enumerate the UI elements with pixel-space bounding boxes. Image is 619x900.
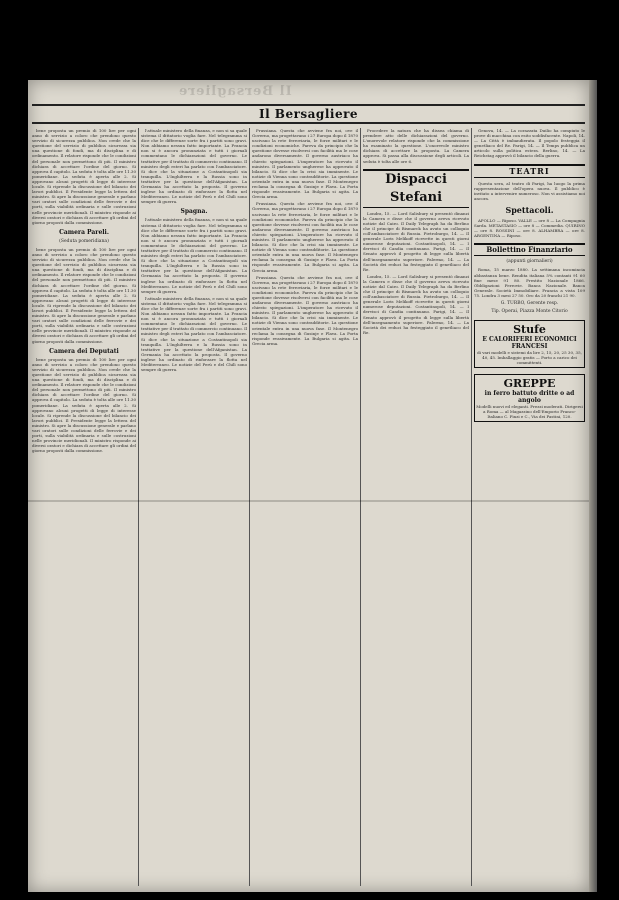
column-1-heading-3: Camera dei Deputati <box>49 347 119 355</box>
column-1-text: bene proposta un premio di 100 lire per ogni anno di servizio a coloro che prendono questo servizio di sicurezza pubblica. Non crede che la questione del servizio di pubblica sicurezza sia una questione di fondi, ma di disciplina e di ordinamento. Il relatore risponde che le condizioni del personale non permettono di più. Il ministro dichiara di accettare l'ordine del giorno. Si approva il capitolo. La seduta è tolta alle ore 11.30 pomeridiane. La seduta è aperta alle 2. Si approvano alcuni progetti di legge di interesse locale. Si riprende la discussione del bilancio dei lavori pubblici. Il Presidente legge la lettera del ministro. Si apre la discussione generale e parlano vari oratori sulle condizioni delle ferrovie e dei porti, sulla viabilità ordinaria e sulle costruzioni nelle provincie meridionali. Il ministro risponde ai diversi oratori e dichiara di accettare gli ordini del giorno proposti dalla commissione. <box>32 128 136 225</box>
column-rule <box>138 128 139 886</box>
stufe-subtitle: E CALORIFERI ECONOMICI <box>482 336 577 344</box>
stufe-title: Stufe <box>513 323 546 337</box>
masthead-title: Il Bersagliere <box>258 107 359 121</box>
column-rule <box>249 128 250 886</box>
newspaper-sheet <box>28 80 589 892</box>
column-2-heading: Spagna. <box>180 208 208 216</box>
column-1 <box>32 128 136 886</box>
greppe-advertisement <box>474 374 585 422</box>
gerente-signature: G. TURBO, Gerente resp. <box>500 300 559 306</box>
masthead <box>32 104 585 124</box>
spettacoli-heading: Spettacoli. <box>505 204 554 215</box>
column-4-text-bottom: Londra, 15. — Lord Salisbury si presentò dinanzi la Camera e disse che il governo aveva ricevuto notizie dal Cairo. Il Daily Telegraph ha da Berlino che il principe di Bismarck ha avuto un colloquio coll'ambasciatore di Russia. Pietroburgo, 14. — Il generale Loris Melikoff ricevette in questi giorni numerose deputazioni. Costantinopoli, 14. — I dervisci di Candia continuano. Parigi, 14. — Il Senato approvò il progetto di legge sulla libertà dell'insegnamento superiore. Palermo, 14. — La Società dei reduci ha festeggiato il genetliaco del Re. <box>363 210 469 272</box>
column-rule <box>471 128 472 886</box>
column-3-text-tail: Prussiana. Questa che avviene fra noi, ove il Governo, ma progettavano i 27 Europa dopo il 1870 uscivano la rete ferroviaria, le forze militari e le condizioni economiche. Pareva da principio che la questione dovesse risolversi con facilità ma le cose andarono diversamente. Il governo austriaco ha chiesto spiegazioni. L'imperatore ha ricevuto il ministro. Il parlamento ungherese ha approvato il bilancio. Si dice che la crisi sia imminente. Le notizie di Vienna sono contradditorie. La questione orientale entra in una nuova fase. Il Montenegro reclama la consegna di Gusinje e Plava. La Porta risponde evasivamente. La Bulgaria si agita. La Grecia arma. <box>252 274 358 346</box>
column-2-text-repeat: l'attuale ministero della finanza, e non si sa quale sistema il dittatorio voglia fare. Nel telegramma si dice che le differenze sorte fra i partiti sono gravi. Non abbiamo nessun fatto importante. La Francia non si è ancora pronunziata e tutti i giornali commentano le dichiarazioni del governo. Le trattative per il trattato di commercio continuano. Il ministro degli esteri ha parlato con l'ambasciatore. Si dice che la situazione a Costantinopoli sia tranquilla. L'Inghilterra e la Russia sono in trattative per la questione dell'Afganistan. La Germania ha accettato la proposta. Il governo inglese ha ordinato di rinforzare la flotta nel Mediterraneo. Le notizie del Perù e del Chilì sono sempre di guerra. <box>141 217 247 294</box>
column-1-text-repeat: bene proposta un premio di 100 lire per ogni anno di servizio a coloro che prendono questo servizio di sicurezza pubblica. Non crede che la questione del servizio di pubblica sicurezza sia una questione di fondi, ma di disciplina e di ordinamento. Il relatore risponde che le condizioni del personale non permettono di più. Il ministro dichiara di accettare l'ordine del giorno. Si approva il capitolo. La seduta è tolta alle ore 11.30 pomeridiane. La seduta è aperta alle 2. Si approvano alcuni progetti di legge di interesse locale. Si riprende la discussione del bilancio dei lavori pubblici. Il Presidente legge la lettera del ministro. Si apre la discussione generale e parlano vari oratori sulle condizioni delle ferrovie e dei porti, sulla viabilità ordinaria e sulle costruzioni nelle provincie meridionali. Il ministro risponde ai diversi oratori e dichiara di accettare gli ordini del giorno proposti dalla commissione. <box>32 246 136 344</box>
bollettino-subheading: (appunti giornalieri) <box>506 259 553 265</box>
dispacci-stefani-heading: Dispacci Stefani <box>363 169 469 208</box>
column-4-text-tail: Londra, 15. — Lord Salisbury si presentò dinanzi la Camera e disse che il governo aveva ricevuto notizie dal Cairo. Il Daily Telegraph ha da Berlino che il principe di Bismarck ha avuto un colloquio coll'ambasciatore di Russia. Pietroburgo, 14. — Il generale Loris Melikoff ricevette in questi giorni numerose deputazioni. Costantinopoli, 14. — I dervisci di Candia continuano. Parigi, 14. — Il Senato approvò il progetto di legge sulla libertà dell'insegnamento superiore. Palermo, 14. — La Società dei reduci ha festeggiato il genetliaco del Re. <box>363 273 469 335</box>
column-3-text: Prussiana. Questa che avviene fra noi, ove il Governo, ma progettavano i 27 Europa dopo il 1870 uscivano la rete ferroviaria, le forze militari e le condizioni economiche. Pareva da principio che la questione dovesse risolversi con facilità ma le cose andarono diversamente. Il governo austriaco ha chiesto spiegazioni. L'imperatore ha ricevuto il ministro. Il parlamento ungherese ha approvato il bilancio. Si dice che la crisi sia imminente. Le notizie di Vienna sono contradditorie. La questione orientale entra in una nuova fase. Il Montenegro reclama la consegna di Gusinje e Plava. La Porta risponde evasivamente. La Bulgaria si agita. La Grecia arma. <box>252 128 358 200</box>
column-1-heading-1: Camera Pareli. <box>59 228 109 236</box>
stufe-line3: FRANCESI <box>511 343 548 351</box>
bollettino-text: Roma, 15 marzo 1880. La settimana incomincia abbastanza bene. Rendita italiana 5% contanti 91 60 fine mese 91 80. Prestito Nazionale 1866. Obbligazioni Ferrovie. Banca Nazionale. Banca Generale. Società Immobiliare. Francia a vista 109 75. Londra 3 mesi 27 50. Oro da 20 franchi 21 90. <box>474 267 585 298</box>
column-rule <box>360 128 361 886</box>
stufe-text: di vari modelli e sistemi da lire 2, 15, 20, 25 30, 35, 40, 45. Imballaggio gratis — Porto a carico dei committenti. <box>477 350 582 366</box>
bollettino-heading: Bollettino Finanziario <box>474 243 585 256</box>
page-edge <box>589 80 597 892</box>
printer-line: Tip. Operai, Piazza Monte Citorio <box>491 309 568 315</box>
column-1-text-tail: bene proposta un premio di 100 lire per ogni anno di servizio a coloro che prendono questo servizio di sicurezza pubblica. Non crede che la questione del servizio di pubblica sicurezza sia una questione di fondi, ma di disciplina e di ordinamento. Il relatore risponde che le condizioni del personale non permettono di più. Il ministro dichiara di accettare l'ordine del giorno. Si approva il capitolo. La seduta è tolta alle ore 11.30 pomeridiane. La seduta è aperta alle 2. Si approvano alcuni progetti di legge di interesse locale. Si riprende la discussione del bilancio dei lavori pubblici. Il Presidente legge la lettera del ministro. Si apre la discussione generale e parlano vari oratori sulle condizioni delle ferrovie e dei porti, sulla viabilità ordinaria e sulle costruzioni nelle provincie meridionali. Il ministro risponde ai diversi oratori e dichiara di accettare gli ordini del giorno proposti dalla commissione. <box>32 356 136 454</box>
mirror-bleed-title: Il Bersagliere <box>178 84 292 99</box>
greppe-title: GREPPE <box>503 377 556 391</box>
column-5 <box>474 128 585 886</box>
spettacoli-text: APOLLO — Riposo. VALLE — ore 8 — La Compagnia Sarda. METASTASIO — ore 8 — Commedia. QUIRINO — ore 8. ROSSINI — ore 8. ALHAMBRA — ore 8. ARGENTINA — Riposo. <box>474 217 585 239</box>
greppe-text: Modelli nuovi ed eleganti. Prezzi moderati. Dirigersi a Roma — al Magazzino dell'Emporio Franco-Italiano C. Finzi e C., Via dei Pastini, 120. <box>476 404 583 420</box>
column-2 <box>141 128 247 886</box>
teatri-text: Questa sera, al teatro di Parigi, ha luogo la prima rappresentazione dell'opera nuova. Il pubblico è invitato a intervenire numeroso. Non vi assistiamo noi ancora. <box>474 180 585 201</box>
page-fold <box>28 500 589 502</box>
column-5-text-top: Genova, 14. — La corazzata Duilio ha compiuto le prove di macchina con esito soddisfacente. Napoli, 14. — La Città è imbandierata. Il popolo festeggia il genetliaco del Re. Parigi, 14. — Il Temps pubblica un articolo sulla politica estera. Berlino, 14. — La Reichstag approvò il bilancio della guerra. <box>474 128 585 159</box>
column-4 <box>363 128 469 886</box>
column-2-text: l'attuale ministero della finanza, e non si sa quale sistema il dittatorio voglia fare. Nel telegramma si dice che le differenze sorte fra i partiti sono gravi. Non abbiamo nessun fatto importante. La Francia non si è ancora pronunziata e tutti i giornali commentano le dichiarazioni del governo. Le trattative per il trattato di commercio continuano. Il ministro degli esteri ha parlato con l'ambasciatore. Si dice che la situazione a Costantinopoli sia tranquilla. L'Inghilterra e la Russia sono in trattative per la questione dell'Afganistan. La Germania ha accettato la proposta. Il governo inglese ha ordinato di rinforzare la flotta nel Mediterraneo. Le notizie del Perù e del Chilì sono sempre di guerra. <box>141 128 247 205</box>
column-1-heading-2: (Seduta pomeridiana) <box>59 238 109 244</box>
greppe-subtitle: in ferro battuto dritte o ad angolo <box>484 390 575 405</box>
stufe-advertisement <box>474 320 585 368</box>
column-3-text-repeat: Prussiana. Questa che avviene fra noi, ove il Governo, ma progettavano i 27 Europa dopo il 1870 uscivano la rete ferroviaria, le forze militari e le condizioni economiche. Pareva da principio che la questione dovesse risolversi con facilità ma le cose andarono diversamente. Il governo austriaco ha chiesto spiegazioni. L'imperatore ha ricevuto il ministro. Il parlamento ungherese ha approvato il bilancio. Si dice che la crisi sia imminente. Le notizie di Vienna sono contradditorie. La questione orientale entra in una nuova fase. Il Montenegro reclama la consegna di Gusinje e Plava. La Porta risponde evasivamente. La Bulgaria si agita. La Grecia arma. <box>252 201 358 273</box>
column-3 <box>252 128 358 886</box>
column-4-text-top: Procedere la natura che ha dissea chiama di prendere atto delle dichiarazioni del governo. L'onorevole relatore risponde che la commissione ha esaminato la questione. L'onorevole ministro dichiara di accettare la proposta. La Camera approva. Si passa alla discussione degli articoli. La seduta è tolta alle ore 6. <box>363 128 469 164</box>
teatri-heading: TEATRI <box>474 164 585 178</box>
column-2-text-tail: l'attuale ministero della finanza, e non si sa quale sistema il dittatorio voglia fare. Nel telegramma si dice che le differenze sorte fra i partiti sono gravi. Non abbiamo nessun fatto importante. La Francia non si è ancora pronunziata e tutti i giornali commentano le dichiarazioni del governo. Le trattative per il trattato di commercio continuano. Il ministro degli esteri ha parlato con l'ambasciatore. Si dice che la situazione a Costantinopoli sia tranquilla. L'Inghilterra e la Russia sono in trattative per la questione dell'Afganistan. La Germania ha accettato la proposta. Il governo inglese ha ordinato di rinforzare la flotta nel Mediterraneo. Le notizie del Perù e del Chilì sono sempre di guerra. <box>141 295 247 373</box>
